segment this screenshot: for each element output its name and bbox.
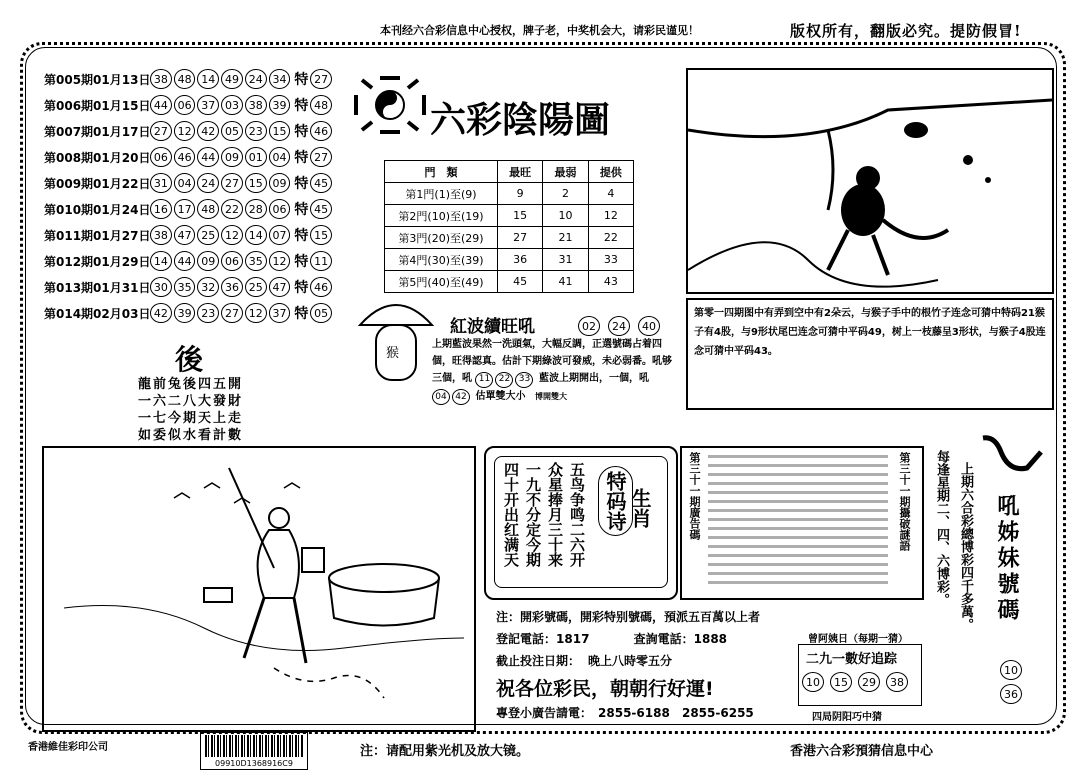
guess-footer: 四局阴阳巧中猜 [812,712,882,723]
poem-line: 众星捧月三十来 [546,462,564,567]
hou-lines [138,376,243,444]
number-ball: 15 [245,173,267,193]
number-ball: 46 [174,147,196,167]
stats-row [385,183,634,205]
number-ball: 35 [174,277,196,297]
barcode-bars [205,735,303,757]
number-ball: 04 [269,147,291,167]
riddle-fine-print [708,454,888,590]
stats-header: 提供 [588,161,633,183]
mushroom-illustration [356,290,436,385]
special-label: 特 [294,254,309,270]
number-ball: 04 [432,389,450,405]
wish: 祝各位彩民，朝朝行好運! [496,678,714,700]
number-ball: 31 [150,173,172,193]
reg-line [496,630,727,647]
number-ball: 27 [221,173,243,193]
draw-label: 第006期01月15日 [44,98,151,113]
monkey-illustration [686,68,1054,294]
stats-cell: 22 [588,227,633,249]
special-ball: 05 [310,303,332,323]
header-notice: 本刊经六合彩信息中心授权，牌子老，中奖机会大，请彩民谨见！ [380,24,699,37]
number-ball: 48 [174,69,196,89]
number-ball: 06 [221,251,243,271]
stats-cell: 21 [543,227,588,249]
special-label: 特 [294,98,309,114]
monkey-char: 猴 [386,346,400,361]
monkey-icon [688,70,1052,292]
number-ball: 16 [150,199,172,219]
farmer-icon [44,448,474,730]
guess-balls [802,672,910,692]
poem-line: 四十开出红满天 [502,462,520,567]
number-ball: 24 [608,316,630,336]
logo-title: 六彩陰陽圖 [430,99,611,141]
hou-line: 如委似水看計數 [138,428,244,443]
header-copyright: 版权所有，翻版必究。提防假冒! [790,22,1022,40]
barcode-number: 09910D1368916C9 [215,759,293,768]
number-ball: 38 [886,672,908,692]
special-label: 特 [294,228,309,244]
poem-title-b: 生肖 [628,488,652,528]
stats-cell: 31 [543,249,588,271]
footer-center: 香港六合彩預猜信息中心 [790,744,934,759]
special-ball: 46 [310,121,332,141]
special-ball: 46 [310,277,332,297]
number-ball: 10 [802,672,824,692]
number-ball: 17 [174,199,196,219]
notice-line1: 注：開彩號碼，開彩特别號碼，預派五百萬以上者 [496,610,761,624]
footer-note: 注：请配用紫光机及放大镜。 [360,744,530,759]
draw-label: 第011期01月27日 [44,228,151,243]
number-ball: 25 [245,277,267,297]
monkey-desc-box [686,298,1054,410]
special-label: 特 [294,124,309,140]
red-wave-text2: 藍波上期開出，一個，吼 [538,373,649,384]
draw-label: 第012期01月29日 [44,254,151,269]
ad-line [496,704,754,721]
red-wave-title: 紅波續旺吼 [450,317,535,337]
draw-label: 第010期01月24日 [44,202,151,217]
stats-cell: 2 [543,183,588,205]
stats-header: 門 類 [385,161,498,183]
number-ball: 15 [830,672,852,692]
guess-box [798,630,922,722]
number-ball: 09 [269,173,291,193]
draw-label: 第007期01月17日 [44,124,151,139]
number-ball: 25 [197,225,219,245]
sister-balls [1000,660,1024,704]
draw-row [44,144,334,170]
stats-cell: 10 [543,205,588,227]
riddle-vtitle: 第三十一期廣告碼 [688,452,701,540]
number-ball: 30 [150,277,172,297]
stats-cell: 4 [588,183,633,205]
hou-line: 一六二八大發財 [138,394,244,409]
draw-label: 第014期02月03日 [44,306,151,321]
stats-cell: 43 [588,271,633,293]
special-label: 特 [294,150,309,166]
special-label: 特 [294,280,309,296]
hou-line: 一七今期天上走 [138,411,244,426]
number-ball: 06 [269,199,291,219]
draw-row [44,92,334,118]
stats-header: 最旺 [498,161,543,183]
special-ball: 48 [310,95,332,115]
draw-label: 第009期01月22日 [44,176,151,191]
number-ball: 38 [150,225,172,245]
special-ball: 15 [310,225,332,245]
number-ball: 42 [197,121,219,141]
draw-row [44,274,334,300]
barcode [200,732,308,770]
red-wave-text3: 估單雙大小 [475,390,526,402]
guess-phrase: 二九一數好追踪 [806,652,898,667]
number-ball: 37 [197,95,219,115]
number-ball: 34 [269,69,291,89]
number-ball: 44 [197,147,219,167]
number-ball: 44 [174,251,196,271]
guess-title: 曾阿姨日（每期一猜） [808,634,908,645]
number-ball: 06 [174,95,196,115]
number-ball: 24 [197,173,219,193]
special-label: 特 [294,72,309,88]
query-label: 查詢電話： [633,632,694,646]
number-ball: 11 [475,372,493,388]
bagua-icon [350,70,430,140]
saxophone-icon [975,432,1045,482]
yinyang-logo [350,70,430,140]
red-wave-text1: 上期藍波果然一洗頭氣，大幅反調，正選號碼占着四個，旺得認真。估計下期綠波可發威，未必弱番。吼够三個，吼 [432,339,672,384]
number-ball: 12 [245,303,267,323]
hou-title: 後 [175,343,204,376]
red-wave-balls3 [432,391,472,402]
poem-line: 五鸟争鸣二六开 [568,462,586,567]
draw-row [44,196,334,222]
number-ball: 47 [269,277,291,297]
special-ball: 27 [310,69,332,89]
stats-cell: 第2門(10)至(19) [385,205,498,227]
deadline-line [496,652,672,669]
stats-header: 最弱 [543,161,588,183]
red-wave-text [432,336,672,405]
number-ball: 10 [1000,660,1022,680]
stats-cell: 第5門(40)至(49) [385,271,498,293]
number-ball: 37 [269,303,291,323]
stats-row [385,249,634,271]
number-ball: 12 [221,225,243,245]
draw-row [44,222,334,248]
number-ball: 39 [174,303,196,323]
number-ball: 27 [221,303,243,323]
stats-row [385,227,634,249]
number-ball: 22 [495,372,513,388]
draw-row [44,118,334,144]
stats-cell: 12 [588,205,633,227]
special-label: 特 [294,202,309,218]
poem-lines [502,462,586,567]
number-ball: 36 [1000,684,1022,704]
number-ball: 23 [245,121,267,141]
stats-cell: 15 [498,205,543,227]
stats-cell: 27 [498,227,543,249]
number-ball: 42 [452,389,470,405]
draw-label: 第008期01月20日 [44,150,151,165]
number-ball: 02 [578,316,600,336]
hou-line: 龍前兔後四五開 [138,377,244,392]
number-ball: 27 [150,121,172,141]
number-ball: 40 [638,316,660,336]
number-ball: 01 [245,147,267,167]
number-ball: 06 [150,147,172,167]
number-ball: 07 [269,225,291,245]
stats-cell: 45 [498,271,543,293]
number-ball: 03 [221,95,243,115]
sister-title: 吼姊妹號碼 [994,494,1020,624]
ad-phone2: 2855-6255 [681,706,754,720]
number-ball: 14 [150,251,172,271]
stats-cell: 36 [498,249,543,271]
number-ball: 28 [245,199,267,219]
draw-row [44,170,334,196]
draw-label: 第013期01月31日 [44,280,151,295]
ad-label: 專登小廣告請電： [496,706,593,720]
farmer-illustration [42,446,476,732]
saxophone-illustration [975,432,1045,482]
poem-box [484,446,678,600]
number-ball: 42 [150,303,172,323]
number-ball: 38 [245,95,267,115]
draw-row [44,66,334,92]
special-label: 特 [294,306,309,322]
stats-cell: 33 [588,249,633,271]
number-ball: 14 [245,225,267,245]
number-ball: 22 [221,199,243,219]
special-ball: 11 [310,251,332,271]
special-ball: 45 [310,173,332,193]
draw-history [44,66,334,326]
number-ball: 32 [197,277,219,297]
number-ball: 29 [858,672,880,692]
number-ball: 12 [269,251,291,271]
red-wave-balls [578,316,662,336]
special-label: 特 [294,176,309,192]
last-draw-note: 上期六合彩總博彩四千多萬。 [958,462,973,631]
riddle-box [680,446,924,600]
stats-cell: 第3門(20)至(29) [385,227,498,249]
stats-row [385,205,634,227]
reg-phone: 1817 [556,632,590,646]
poem-line: 一九不分定今期 [524,462,542,567]
printer-name: 香港維佳彩印公司 [28,742,108,753]
number-ball: 38 [150,69,172,89]
number-ball: 35 [245,251,267,271]
number-ball: 14 [197,69,219,89]
riddle-vtitle2: 第三十一期攝破謎語 [898,452,911,551]
number-ball: 49 [221,69,243,89]
red-wave-tag: 博開雙大 [534,391,567,401]
number-ball: 48 [197,199,219,219]
deadline-label: 截止投注日期： [496,654,581,668]
number-ball: 23 [197,303,219,323]
number-ball: 47 [174,225,196,245]
number-ball: 09 [221,147,243,167]
monkey-desc: 第零一四期图中有弄到空中有2朵云，与猴子手中的根竹子连念可猜中特码21猴子有4股，与9形状尾巴连念可猜中平码49，树上一枝藤呈3形状，与猴子4股连念可猜中平码43。 [694,308,1046,357]
special-ball: 27 [310,147,332,167]
number-ball: 04 [174,173,196,193]
stats-cell: 第4門(30)至(39) [385,249,498,271]
stats-cell: 9 [498,183,543,205]
draw-row [44,300,334,326]
query-phone: 1888 [693,632,728,646]
number-ball: 12 [174,121,196,141]
poem-title-a: 特码诗 [598,466,633,536]
red-wave-balls2 [475,373,535,384]
ad-phone1: 2855-6188 [598,706,670,720]
number-ball: 24 [245,69,267,89]
draw-row [44,248,334,274]
number-ball: 15 [269,121,291,141]
number-ball: 39 [269,95,291,115]
stats-table [384,160,634,293]
stats-cell: 第1門(1)至(9) [385,183,498,205]
weekly-note: 每逢星期二、四、六博彩。 [934,450,949,606]
number-ball: 44 [150,95,172,115]
reg-label: 登記電話： [496,632,557,646]
number-ball: 09 [197,251,219,271]
number-ball: 36 [221,277,243,297]
special-ball: 45 [310,199,332,219]
number-ball: 05 [221,121,243,141]
stats-cell: 41 [543,271,588,293]
deadline: 晚上八時零五分 [588,654,673,668]
draw-label: 第005期01月13日 [44,72,151,87]
number-ball: 33 [515,372,533,388]
